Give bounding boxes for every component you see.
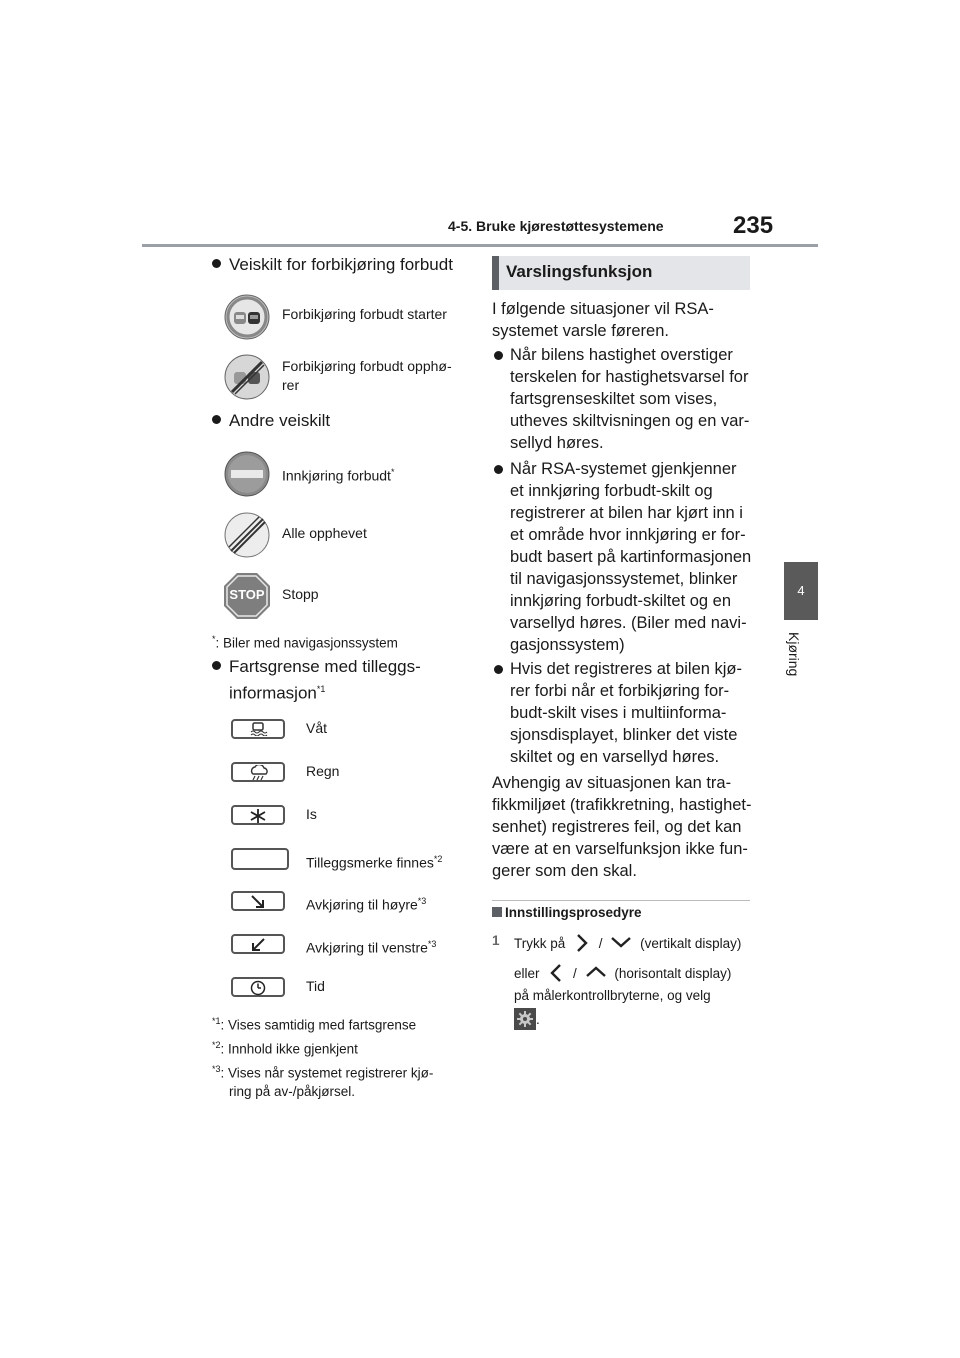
- step-line-4: [514, 1008, 540, 1030]
- bullet-speed-limit: [212, 656, 421, 705]
- section-heading-bar: [492, 256, 499, 290]
- text-line: budt-skilt vises i multiinforma-: [510, 704, 727, 722]
- panel-label-text: Avkjøring til høyre: [306, 896, 418, 913]
- chapter-label-text: Kjøring: [786, 632, 802, 677]
- section-heading: [492, 256, 750, 290]
- text-line: gasjonssystem): [510, 636, 625, 654]
- panel-label-wet: Våt: [306, 720, 328, 736]
- subsection-heading: [492, 905, 642, 920]
- footnote-mark: *: [212, 634, 216, 644]
- panel-label-exit-left: [306, 935, 436, 958]
- panel-label-rain: Regn: [306, 763, 340, 779]
- header-divider: [142, 244, 818, 247]
- text-line: fikkmiljøet (trafikkretning, hastighet-: [492, 796, 752, 814]
- step-number: 1: [492, 933, 500, 948]
- rain-panel: [231, 762, 285, 782]
- text-line: et område hvor innkjøring er for-: [510, 526, 746, 544]
- text-line: skiltet og en varsellyd høres.: [510, 748, 720, 766]
- step-line-1: [514, 933, 754, 953]
- wet-road-panel: [231, 719, 285, 739]
- arrow-down-right-icon: [248, 894, 268, 910]
- chevron-right-icon: [575, 933, 589, 953]
- bullet-text: Andre veiskilt: [229, 411, 331, 430]
- footnote-2: [212, 1036, 358, 1059]
- sign-label-line: rer: [282, 377, 300, 393]
- panel-label-ice: Is: [306, 806, 317, 822]
- step-line-2: [514, 963, 754, 983]
- settings-gear-icon: [514, 1008, 536, 1030]
- exit-right-panel: [231, 891, 285, 911]
- text-line: Hvis det registreres at bilen kjø-: [510, 660, 742, 678]
- bullet-text: informasjon: [229, 683, 317, 703]
- footnote-navigation: [212, 630, 398, 653]
- sign-label-overtaking-start: Forbikjøring forbudt starter: [282, 306, 447, 322]
- intro-paragraph: [492, 298, 714, 342]
- chevron-left-icon: [549, 963, 563, 983]
- panel-label-additional: [306, 850, 442, 873]
- text-line: budt basert på kartinformasjonen: [510, 548, 752, 566]
- section-header-title: 4-5. Bruke kjørestøttesystemene: [448, 218, 664, 234]
- step-text: (horisontalt display): [614, 966, 732, 981]
- bullet-dot: [494, 665, 503, 674]
- chevron-up-icon: [585, 965, 607, 979]
- rain-icon: [248, 765, 272, 781]
- footnote-1: [212, 1012, 416, 1035]
- sign-label-text: Innkjøring forbudt: [282, 467, 391, 484]
- footnote-mark: *3: [427, 939, 437, 949]
- bullet-no-entry-warning: [494, 458, 751, 656]
- subsection-divider: [492, 900, 750, 901]
- bullet-overtaking-warning: [494, 658, 742, 768]
- footnote-mark: *1: [316, 684, 326, 694]
- text-line: gerer som den skal.: [492, 862, 637, 880]
- text-line: et innkjøring forbudt-skilt og: [510, 482, 713, 500]
- step-text: .: [536, 1012, 540, 1027]
- text-line: registrerer at bilen har kjørt inn i: [510, 504, 743, 522]
- chapter-tab: 4: [784, 562, 818, 620]
- bullet-dot: [494, 465, 503, 474]
- sign-label-overtaking-end: [282, 357, 452, 395]
- ice-panel: [231, 805, 285, 825]
- footnote-mark: *2: [212, 1040, 221, 1050]
- text-line: til navigasjonssystemet, blinker: [510, 570, 738, 588]
- footnote-text: : Biler med navigasjonssystem: [215, 635, 398, 651]
- text-line: fartsgrenseskiltet som vises,: [510, 390, 718, 408]
- bullet-text: Veiskilt for forbikjøring forbudt: [229, 255, 453, 274]
- stop-sign-icon: [223, 572, 271, 620]
- chevron-down-icon: [610, 935, 632, 949]
- end-all-restrictions-sign-icon: [224, 512, 270, 558]
- step-text: eller: [514, 966, 540, 981]
- arrow-down-left-icon: [248, 937, 268, 953]
- bullet-overtaking-signs: [212, 254, 453, 276]
- bullet-dot: [212, 661, 221, 670]
- no-overtaking-sign-icon: [224, 294, 270, 340]
- bullet-speed-warning: [494, 344, 749, 454]
- footnote-text: : Vises når systemet registrerer kjø-: [220, 1065, 434, 1081]
- step-slash: /: [573, 966, 577, 981]
- text-line: Avhengig av situasjonen kan tra-: [492, 774, 732, 792]
- bullet-dot: [494, 351, 503, 360]
- bullet-dot: [212, 259, 221, 268]
- text-line: terskelen for hastighetsvarsel for: [510, 368, 749, 386]
- text-line: varsellyd høres. (Biler med navi-: [510, 614, 747, 632]
- time-panel: [231, 977, 285, 997]
- text-line: sjonsdisplayet, blinker det viste: [510, 726, 738, 744]
- panel-label-time: Tid: [306, 978, 325, 994]
- gear-icon: [514, 1008, 536, 1030]
- sign-label-no-entry: [282, 463, 394, 486]
- text-line: utheves skiltvisningen og en var-: [510, 412, 750, 430]
- footnote-text: : Vises samtidig med fartsgrense: [220, 1017, 417, 1033]
- text-line: rer forbi når et forbikjøring for-: [510, 682, 730, 700]
- footnote-mark: *3: [212, 1064, 221, 1074]
- exit-left-panel: [231, 934, 285, 954]
- text-line: være at en varselfunksjon ikke fun-: [492, 840, 748, 858]
- panel-label-text: Avkjøring til venstre: [306, 939, 428, 956]
- footnote-mark: *3: [417, 896, 427, 906]
- footnote-mark: *1: [212, 1016, 221, 1026]
- wet-road-icon: [248, 722, 268, 736]
- section-heading-text: Varslingsfunksjon: [506, 262, 653, 281]
- step-text: Trykk på: [514, 936, 566, 951]
- stop-sign-text: STOP: [229, 587, 265, 602]
- end-no-overtaking-sign-icon: [224, 354, 270, 400]
- page-number: 235: [733, 212, 774, 239]
- no-entry-sign-icon: [224, 451, 270, 497]
- panel-label-exit-right: [306, 892, 426, 915]
- step-text: (vertikalt display): [640, 936, 742, 951]
- sign-label-end-all: Alle opphevet: [282, 525, 367, 541]
- footnote-mark: *2: [433, 854, 443, 864]
- bullet-text: Fartsgrense med tilleggs-: [229, 657, 421, 676]
- text-line: innkjøring forbudt-skiltet og en: [510, 592, 732, 610]
- sign-label-line: Forbikjøring forbudt opphø-: [282, 358, 452, 374]
- footnote-3: [212, 1060, 433, 1101]
- clock-icon: [248, 980, 268, 996]
- caution-paragraph: [492, 772, 752, 882]
- sign-label-stop: Stopp: [282, 586, 319, 602]
- subsection-square-icon: [492, 907, 502, 917]
- footnote-text: : Innhold ikke gjenkjent: [220, 1041, 358, 1057]
- subsection-heading-text: Innstillingsprosedyre: [505, 905, 642, 920]
- chapter-label: [776, 632, 826, 692]
- blank-panel-icon: [231, 848, 289, 870]
- footnote-text: ring på av-/påkjørsel.: [229, 1083, 356, 1099]
- step-slash: /: [598, 936, 603, 951]
- bullet-other-signs: [212, 410, 330, 432]
- text-line: sellyd høres.: [510, 434, 604, 452]
- footnote-mark: *: [390, 467, 395, 477]
- text-line: senhet) registreres feil, og det kan: [492, 818, 742, 836]
- step-line-3: på målerkontrollbryterne, og velg: [514, 988, 711, 1003]
- snowflake-icon: [248, 808, 268, 824]
- text-line: systemet varsle føreren.: [492, 322, 669, 340]
- panel-label-text: Tilleggsmerke finnes: [306, 854, 434, 871]
- text-line: I følgende situasjoner vil RSA-: [492, 300, 714, 318]
- text-line: Når RSA-systemet gjenkjenner: [510, 460, 737, 478]
- bullet-dot: [212, 415, 221, 424]
- text-line: Når bilens hastighet overstiger: [510, 346, 733, 364]
